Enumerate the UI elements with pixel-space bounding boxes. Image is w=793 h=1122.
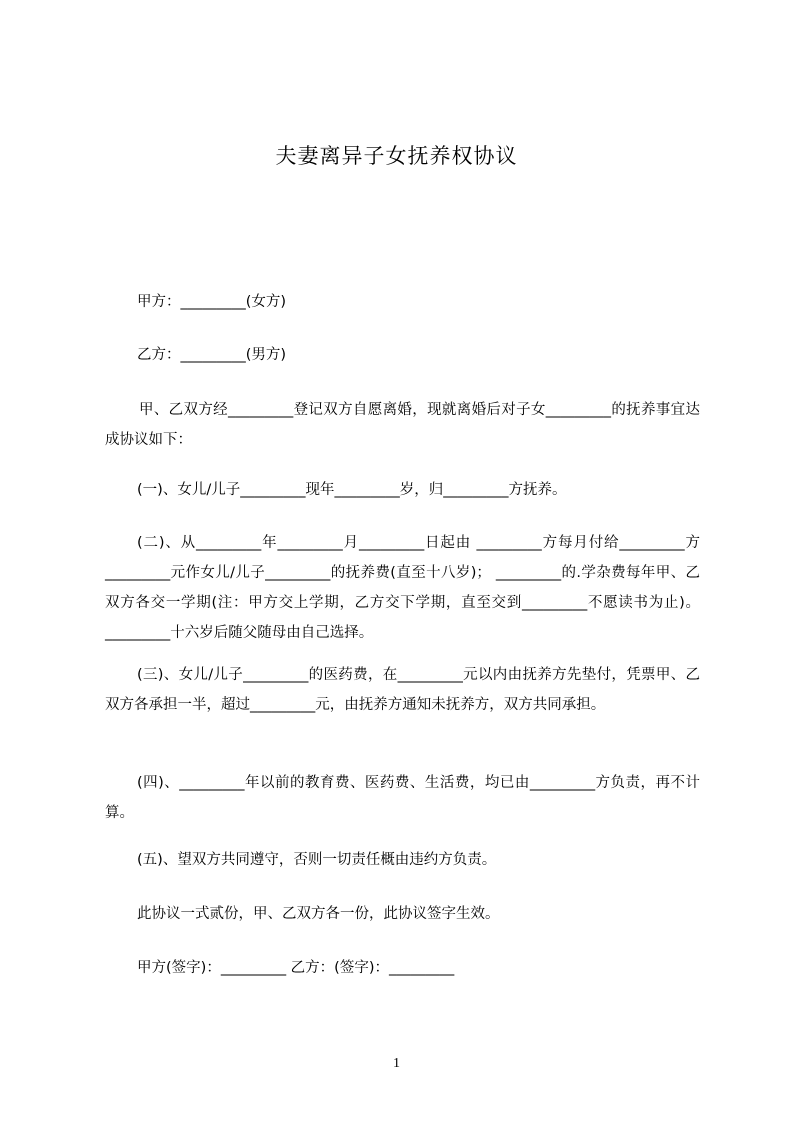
clause-3: (三)、女儿/儿子_________的医药费，在_________元以内由抚养方先垫付，凭票甲、乙双方各承担一半，超过_________元，由抚养方通知未抚养方，双方共同承担。 xyxy=(105,667,700,713)
clause-4: (四)、_________年以前的教育费、医药费、生活费，均已由_________方负责，再不计算。 xyxy=(105,775,700,821)
page-number: 1 xyxy=(393,1056,400,1071)
party-b-line: 乙方：_________(男方) xyxy=(137,347,287,363)
party-a-line: 甲方：_________(女方) xyxy=(137,294,287,310)
clause-1: (一)、女儿/儿子_________现年_________岁，归_________方抚养。 xyxy=(137,482,567,498)
intro-paragraph: 甲、乙双方经_________登记双方自愿离婚，现就离婚后对子女_________的抚养事宜达成协议如下： xyxy=(105,402,700,448)
copies-note: 此协议一式贰份，甲、乙双方各一份，此协议签字生效。 xyxy=(137,906,500,922)
clause-2: (二)、从_________年_________月_________日起由 _________方每月付给_________方_________元作女儿/儿子_________的抚养费(直至十八岁)； _________的.学杂费每年甲、乙双方各交一学期(注：甲方交上学期，乙方交下学期，直至交到_________不愿读书为止)。_________十六岁后随父随母由自己选择。 xyxy=(105,535,700,641)
signature-line: 甲方(签字)：_________ 乙方：(签字)：_________ xyxy=(137,960,455,976)
document-title: 夫妻离异子女抚养权协议 xyxy=(275,144,518,168)
clause-5: (五)、望双方共同遵守，否则一切责任概由违约方负责。 xyxy=(137,852,497,868)
